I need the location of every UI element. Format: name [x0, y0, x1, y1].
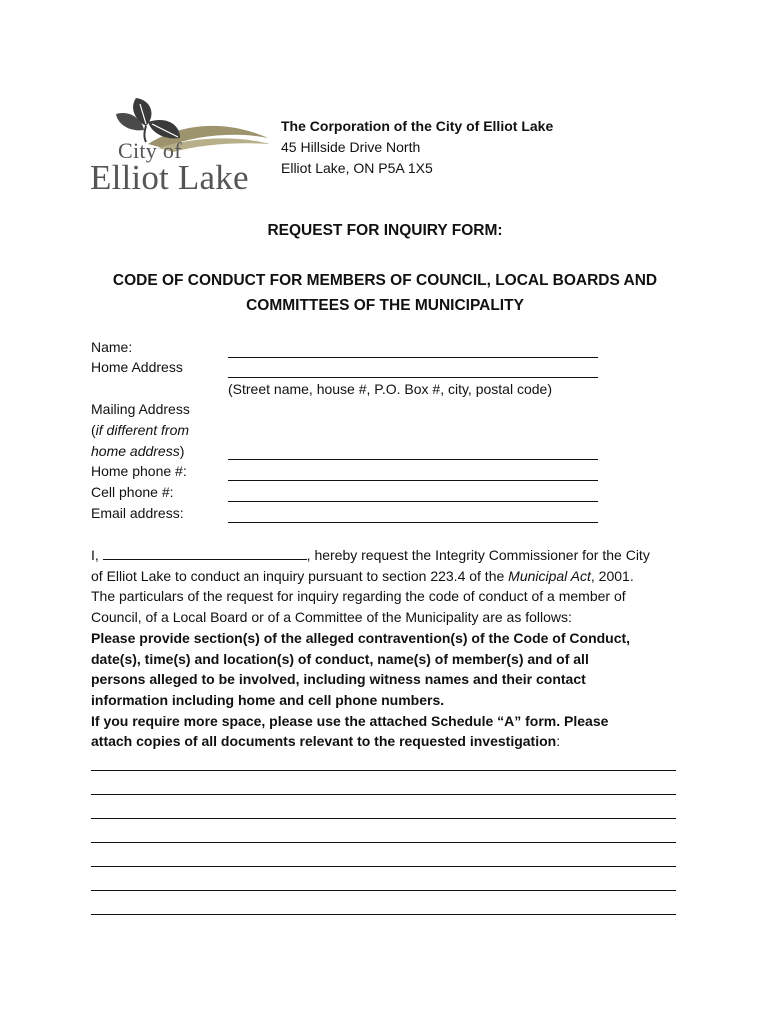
instruction-line-4-text: information including home and cell phone numbers. — [91, 691, 445, 708]
home-address-label: Home Address — [91, 359, 183, 375]
mailing-address-note-line-2 — [91, 443, 184, 459]
request-statement — [91, 545, 691, 752]
particulars-line[interactable] — [91, 842, 676, 843]
mailing-note-italic-2: home address — [91, 443, 180, 459]
statement-line-2 — [91, 566, 691, 587]
instruction-line-5-text: If you require more space, please use the attached Schedule “A” form. Please — [91, 712, 609, 729]
name-field[interactable] — [228, 343, 598, 358]
home-phone-field[interactable] — [228, 466, 598, 481]
mailing-address-note-line-1 — [91, 422, 189, 438]
statement-i: I, — [91, 547, 103, 563]
form-subtitle — [0, 268, 770, 318]
instruction-line-1-text: Please provide section(s) of the alleged contravention(s) of the Code of Conduct, — [91, 629, 631, 646]
email-label: Email address: — [91, 505, 184, 521]
mailing-note-italic-1: if different from — [95, 422, 190, 438]
particulars-line[interactable] — [91, 914, 676, 915]
mailing-address-field[interactable] — [228, 445, 598, 460]
city-logo — [88, 92, 273, 204]
instruction-line-1 — [91, 628, 691, 649]
home-phone-label: Home phone #: — [91, 463, 187, 479]
statement-line-4: Council, of a Local Board or of a Committee of the Municipality are as follows: — [91, 609, 572, 626]
cell-phone-field[interactable] — [228, 487, 598, 502]
statement-line-3: The particulars of the request for inquiry regarding the code of conduct of a member of — [91, 588, 626, 605]
instruction-colon: : — [556, 733, 561, 750]
instruction-line-3-text: persons alleged to be involved, including witness names and their contact — [91, 671, 586, 688]
particulars-line[interactable] — [91, 818, 676, 819]
particulars-line[interactable] — [91, 890, 676, 891]
particulars-line[interactable] — [91, 770, 676, 771]
instruction-line-4 — [91, 690, 691, 711]
instruction-line-5 — [91, 711, 691, 732]
form-subtitle-line-2: COMMITTEES OF THE MUNICIPALITY — [246, 297, 524, 314]
requester-name-blank[interactable] — [103, 547, 307, 560]
email-field[interactable] — [228, 508, 598, 523]
logo-city-of-text: City of — [118, 138, 182, 163]
organization-name: The Corporation of the City of Elliot Lake — [281, 118, 554, 134]
home-address-field[interactable] — [228, 363, 598, 378]
name-label: Name: — [91, 339, 133, 355]
instruction-line-6-text: attach copies of all documents relevant to the requested investigation — [91, 733, 557, 750]
particulars-line[interactable] — [91, 794, 676, 795]
address-line-1: 45 Hillside Drive North — [281, 139, 421, 155]
address-hint: (Street name, house #, P.O. Box #, city, postal code) — [228, 381, 552, 397]
mailing-address-label: Mailing Address — [91, 401, 190, 417]
instruction-line-2-text: date(s), time(s) and location(s) of conduct, name(s) of member(s) and of all — [91, 650, 589, 667]
logo-elliot-lake-text: Elliot Lake — [90, 158, 249, 197]
instruction-line-3 — [91, 669, 691, 690]
statement-line-2-text: of Elliot Lake to conduct an inquiry pursuant to section 223.4 of the — [91, 567, 509, 584]
cell-phone-label: Cell phone #: — [91, 484, 174, 500]
statement-line-1-text: , hereby request the Integrity Commissioner for the City — [306, 547, 650, 563]
particulars-line[interactable] — [91, 866, 676, 867]
address-line-2: Elliot Lake, ON P5A 1X5 — [281, 160, 433, 176]
instruction-line-2 — [91, 649, 691, 670]
form-title: REQUEST FOR INQUIRY FORM: — [267, 222, 503, 239]
instruction-line-6 — [91, 731, 691, 752]
paren-open: ( — [91, 422, 96, 438]
statement-line-2-end: , 2001. — [590, 567, 634, 584]
municipal-act-text: Municipal Act — [508, 567, 591, 584]
municipal-address — [281, 116, 553, 179]
paren-close: ) — [179, 443, 185, 459]
statement-line-1 — [91, 545, 691, 566]
form-subtitle-line-1: CODE OF CONDUCT FOR MEMBERS OF COUNCIL, LOCAL BOARDS AND — [112, 272, 658, 289]
